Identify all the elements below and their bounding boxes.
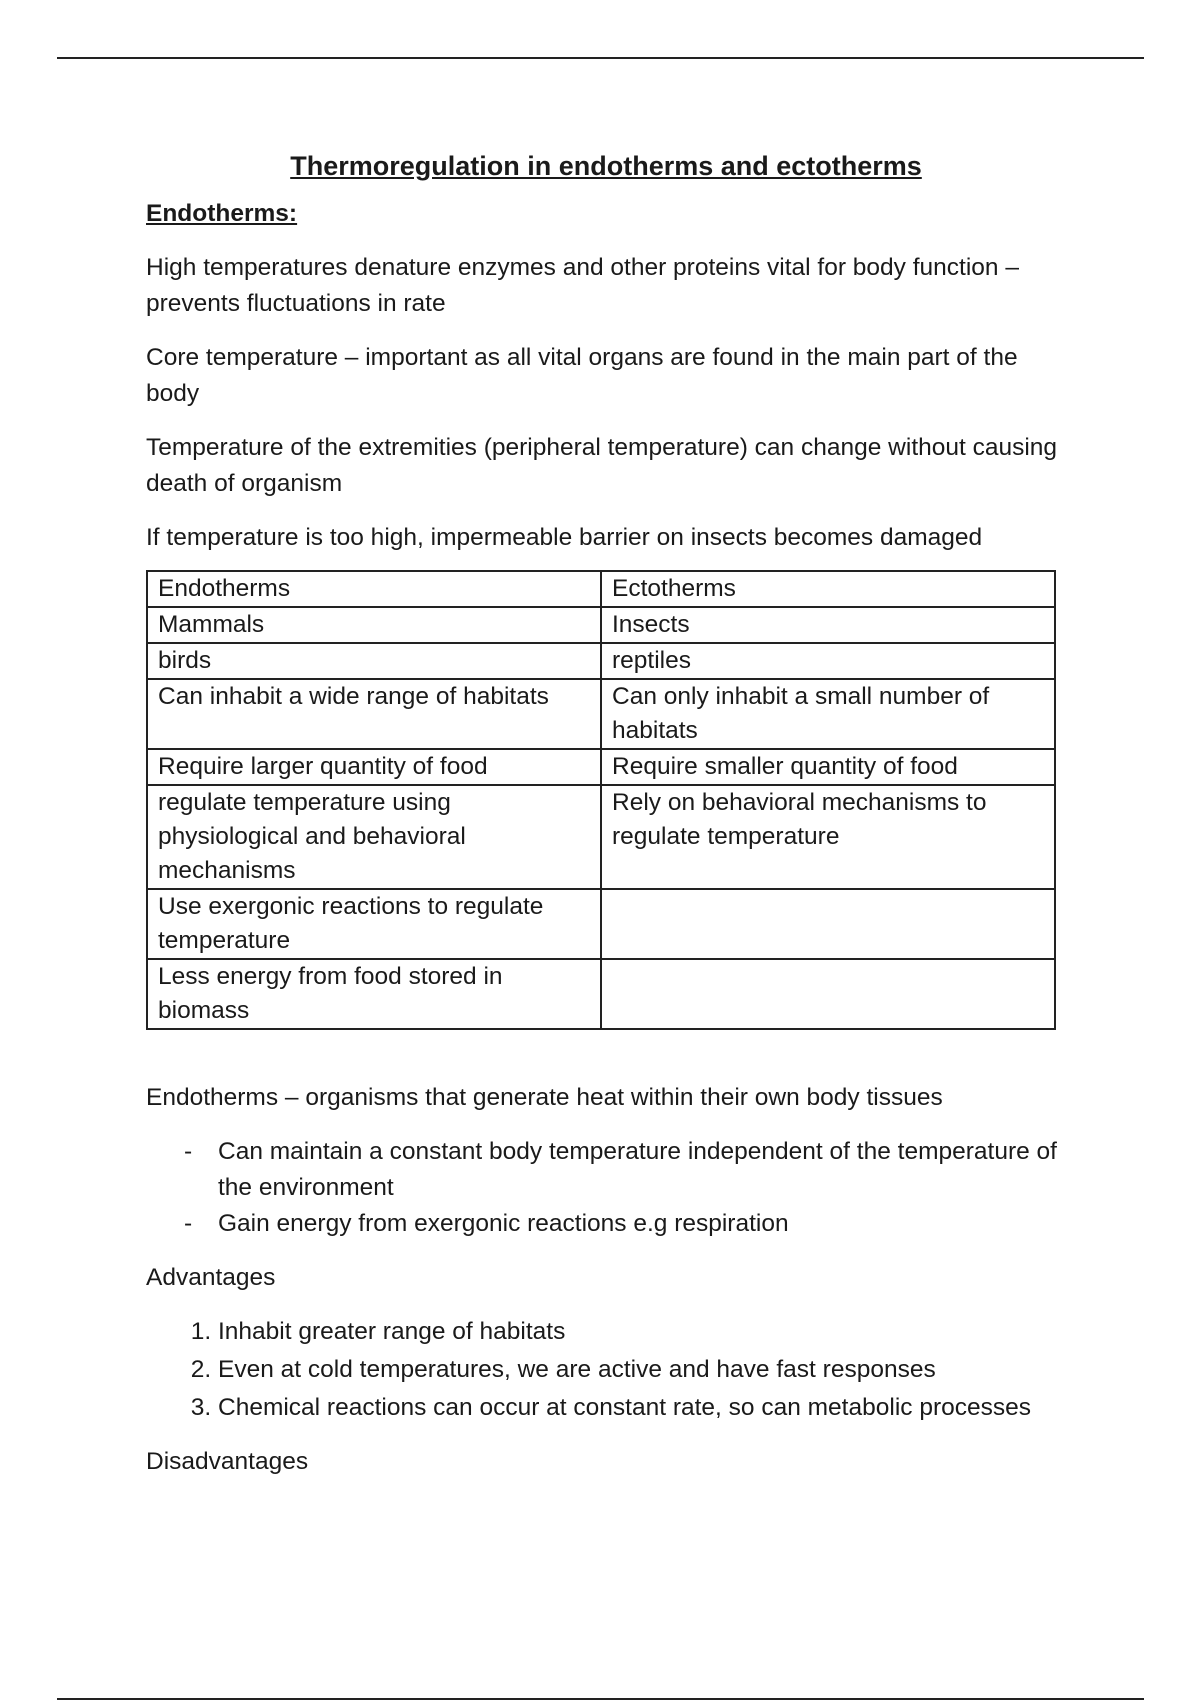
list-item: 3. Chemical reactions can occur at constant rate, so can metabolic processes [218, 1390, 1066, 1426]
paragraph: If temperature is too high, impermeable barrier on insects becomes damaged [146, 524, 983, 551]
table-cell: Endotherms [147, 571, 601, 607]
table-cell: regulate temperature using physiological and behavioral mechanisms [147, 785, 601, 889]
table-cell: Ectotherms [601, 571, 1055, 607]
list-item: 1. Inhabit greater range of habitats [218, 1314, 1066, 1350]
disadvantages-label: Disadvantages [146, 1448, 309, 1475]
advantages-list [146, 1314, 1066, 1426]
table-cell: Require smaller quantity of food [601, 749, 1055, 785]
table-row [147, 679, 1055, 749]
table-row [147, 607, 1055, 643]
advantages-label: Advantages [146, 1264, 276, 1291]
comparison-table [146, 570, 1056, 1030]
table-cell: Less energy from food stored in biomass [147, 959, 601, 1029]
table-cell: Mammals [147, 607, 601, 643]
table-cell: Require larger quantity of food [147, 749, 601, 785]
list-item: 2. Even at cold temperatures, we are active and have fast responses [218, 1352, 1066, 1388]
table-cell: Use exergonic reactions to regulate temperature [147, 889, 601, 959]
table-cell [601, 889, 1055, 959]
table-cell [601, 959, 1055, 1029]
table-row [147, 749, 1055, 785]
paragraph: High temperatures denature enzymes and other proteins vital for body function – prevents fluctuations in rate [146, 254, 1019, 317]
table-row [147, 889, 1055, 959]
table-cell: reptiles [601, 643, 1055, 679]
paragraph: Core temperature – important as all vital organs are found in the main part of the body [146, 344, 1018, 407]
table-row [147, 959, 1055, 1029]
list-item: - Can maintain a constant body temperature independent of the temperature of the environment [218, 1134, 1066, 1206]
table-cell: Can only inhabit a small number of habitats [601, 679, 1055, 749]
table-row [147, 571, 1055, 607]
table-cell: Rely on behavioral mechanisms to regulate temperature [601, 785, 1055, 889]
table-row [147, 785, 1055, 889]
list-item: - Gain energy from exergonic reactions e.g respiration [218, 1206, 1066, 1242]
bullet-list [146, 1134, 1066, 1242]
table-row [147, 643, 1055, 679]
table-cell: Insects [601, 607, 1055, 643]
table-cell: Can inhabit a wide range of habitats [147, 679, 601, 749]
header-rule [57, 57, 1144, 59]
document-body [146, 142, 1066, 1498]
definition-paragraph: Endotherms – organisms that generate heat within their own body tissues [146, 1084, 943, 1111]
section-heading-endotherms: Endotherms: [146, 200, 298, 227]
document-title: Thermoregulation in endotherms and ectotherms [290, 151, 922, 181]
paragraph: Temperature of the extremities (peripheral temperature) can change without causing death of organism [146, 434, 1058, 497]
table-cell: birds [147, 643, 601, 679]
